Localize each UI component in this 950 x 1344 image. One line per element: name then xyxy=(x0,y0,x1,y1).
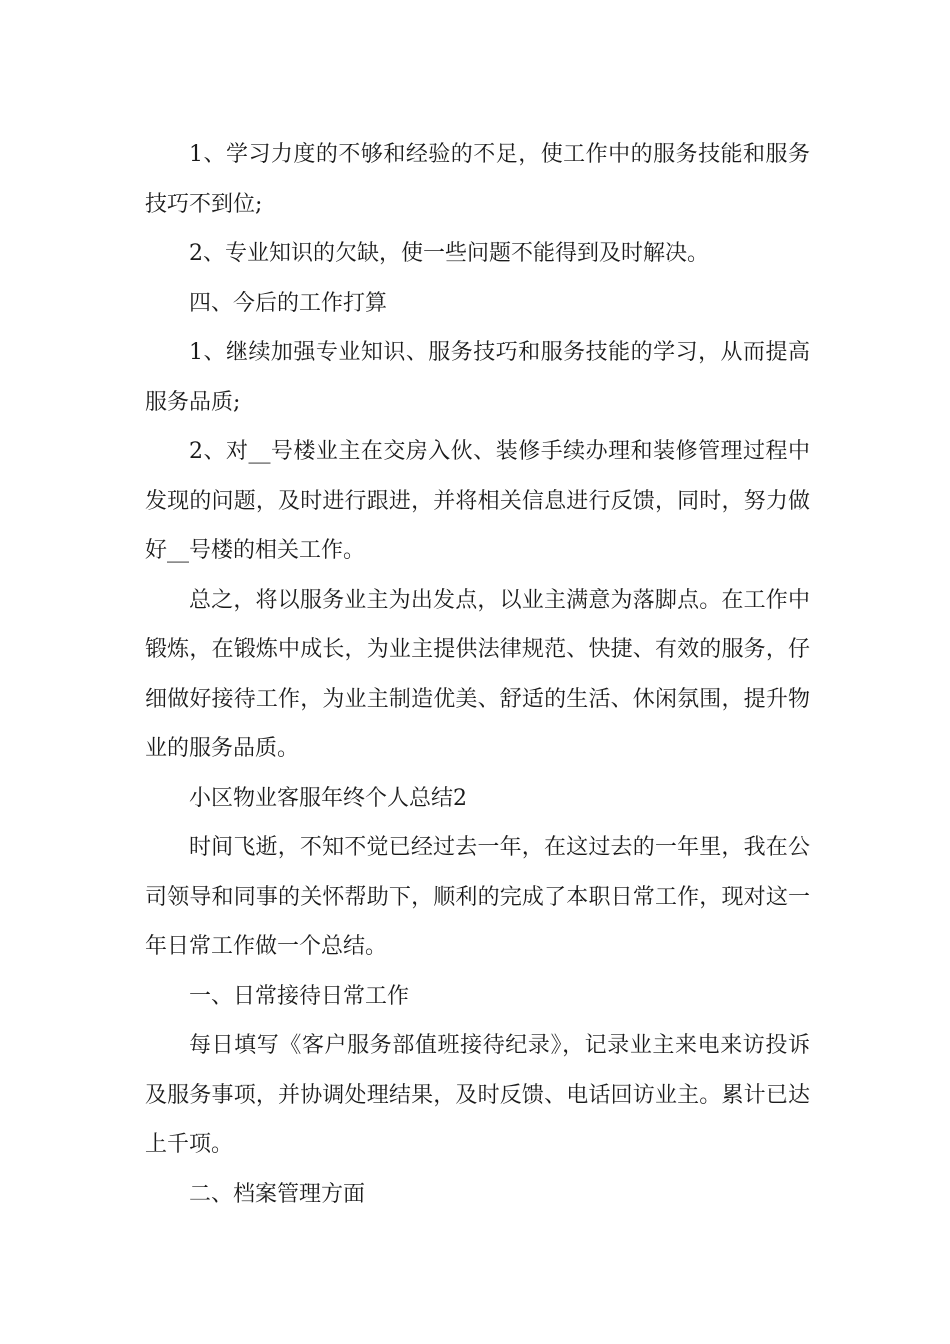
paragraph-3: 1、继续加强专业知识、服务技巧和服务技能的学习，从而提高服务品质; xyxy=(145,340,810,415)
paragraph-intro: 时间飞逝，不知不觉已经过去一年，在这过去的一年里，我在公司领导和同事的关怀帮助下，顺利的完成了本职日常工作，现对这一年日常工作做一个总结。 xyxy=(145,835,810,959)
section-heading-1: 一、日常接待日常工作 xyxy=(189,983,410,1009)
paragraph-4: 2、对__号楼业主在交房入伙、装修手续办理和装修管理过程中发现的问题，及时进行跟进，并将相关信息进行反馈，同时，努力做好__号楼的相关工作。 xyxy=(145,439,810,563)
paragraph-1: 1、学习力度的不够和经验的不足，使工作中的服务技能和服务技巧不到位; xyxy=(145,142,810,217)
paragraph-summary: 总之，将以服务业主为出发点，以业主满意为落脚点。在工作中锻炼，在锻炼中成长，为业主提供法律规范、快捷、有效的服务，仔细做好接待工作，为业主制造优美、舒适的生活、休闲氛围，提升物业的服务品质。 xyxy=(145,587,810,761)
document-body xyxy=(145,130,810,1219)
section-heading-4: 四、今后的工作打算 xyxy=(189,290,388,316)
paragraph-reception: 每日填写《客户服务部值班接待纪录》，记录业主来电来访投诉及服务事项，并协调处理结果，及时反馈、电话回访业主。累计已达上千项。 xyxy=(145,1033,810,1157)
paragraph-2: 2、专业知识的欠缺，使一些问题不能得到及时解决。 xyxy=(189,241,709,266)
article-title-2: 小区物业客服年终个人总结2 xyxy=(189,785,467,811)
section-heading-2: 二、档案管理方面 xyxy=(189,1181,366,1207)
